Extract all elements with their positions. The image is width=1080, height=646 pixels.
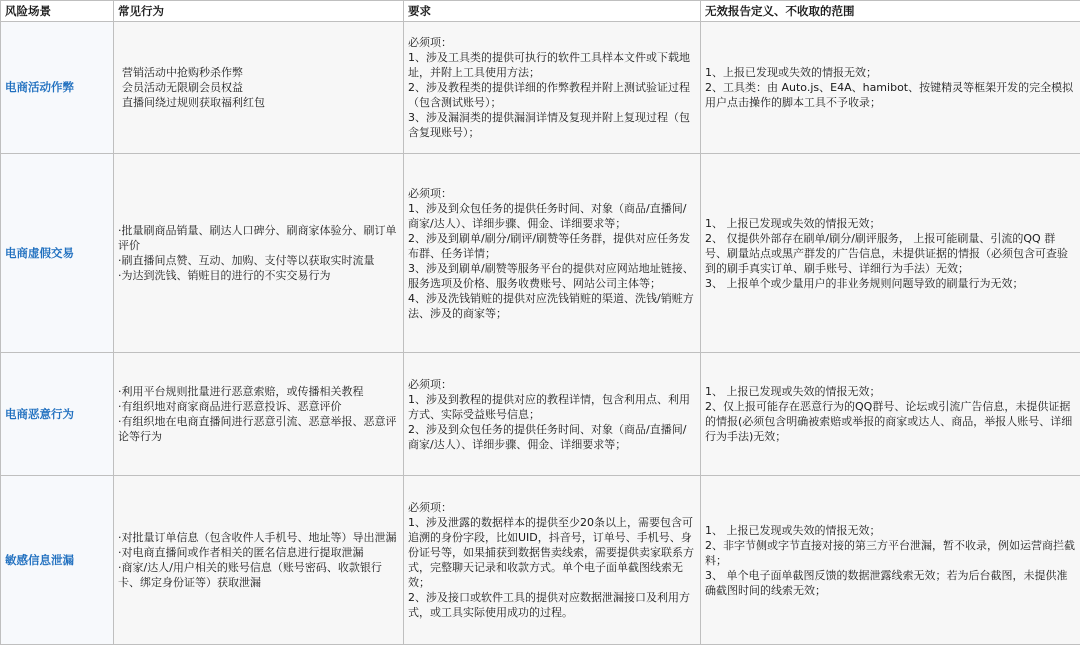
requirement-line: 必须项： xyxy=(408,377,452,391)
behavior-line: ·有组织地对商家商品进行恶意投诉、恶意评价 xyxy=(118,400,342,413)
invalid-line: 2、工具类：由 Auto.js、E4A、hamibot、按键精灵等框架开发的完全模拟用户点击操作的脚本工具不予收录； xyxy=(705,81,1074,109)
behavior-line: ·对电商直播间或作者相关的匿名信息进行提取泄漏 xyxy=(118,546,364,559)
invalid-line: 2、仅上报可能存在恶意行为的QQ群号、论坛或引流广告信息，未提供证据的情报(必须包含明确被索赔或举报的商家或达人、商品，举报人账号、详细行为手法)无效； xyxy=(705,400,1073,443)
header-requirement: 要求 xyxy=(404,1,701,22)
invalid-line: 1、 上报已发现或失效的情报无效； xyxy=(705,385,881,398)
invalid-line: 3、 单个电子面单截图反馈的数据泄露线索无效；若为后台截图，未提供准确截图时间的线索无效； xyxy=(705,568,1068,597)
requirement-line: 4、涉及洗钱销赃的提供对应洗钱销赃的渠道、洗钱/销赃方法、涉及的商家等； xyxy=(408,291,694,320)
requirement-line: 1、涉及到教程的提供对应的教程详情，包含利用点、利用方式、实际受益账号信息； xyxy=(408,392,690,421)
behavior-cell xyxy=(114,154,404,353)
header-behavior: 常见行为 xyxy=(114,1,404,22)
behavior-line: ·对批量订单信息（包含收件人手机号、地址等）导出泄漏 xyxy=(118,531,397,544)
behavior-cell xyxy=(114,476,404,645)
behavior-cell xyxy=(114,22,404,154)
behavior-cell xyxy=(114,353,404,476)
invalid-line: 1、 上报已发现或失效的情报无效； xyxy=(705,216,881,230)
header-scene: 风险场景 xyxy=(1,1,114,22)
table-row xyxy=(1,154,1080,353)
behavior-line: 直播间绕过规则获取福利红包 xyxy=(122,96,265,109)
header-invalid: 无效报告定义、不收取的范围 xyxy=(701,1,1080,22)
behavior-line: ·有组织地在电商直播间进行恶意引流、恶意举报、恶意评论等行为 xyxy=(118,415,397,443)
invalid-cell xyxy=(701,22,1080,154)
requirement-line: 必须项： xyxy=(408,36,452,49)
behavior-line: ·为达到洗钱、销赃目的进行的不实交易行为 xyxy=(118,269,331,282)
requirement-cell xyxy=(404,476,701,645)
scene-cell: 电商虚假交易 xyxy=(1,154,114,353)
table-row xyxy=(1,353,1080,476)
requirement-cell xyxy=(404,22,701,154)
scene-cell: 电商恶意行为 xyxy=(1,353,114,476)
invalid-line: 3、 上报单个或少量用户的非业务规则问题导致的刷量行为无效； xyxy=(705,276,1024,290)
table-row xyxy=(1,22,1080,154)
behavior-line: 会员活动无限刷会员权益 xyxy=(122,81,243,94)
behavior-line: ·利用平台规则批量进行恶意索赔，或传播相关教程 xyxy=(118,385,364,398)
requirement-line: 1、涉及到众包任务的提供任务时间、对象（商品/直播间/商家/达人）、详细步骤、佣金、详细要求等； xyxy=(408,201,687,230)
scene-cell: 电商活动作弊 xyxy=(1,22,114,154)
requirement-line: 必须项： xyxy=(408,501,452,514)
behavior-line: 营销活动中抢购秒杀作弊 xyxy=(122,66,243,79)
requirement-line: 3、涉及到刷单/刷赞等服务平台的提供对应网站地址链接、服务选项及价格、服务收费账号、网站公司主体等； xyxy=(408,261,694,290)
table-header xyxy=(1,1,1080,22)
requirement-line: 2、涉及到刷单/刷分/刷评/刷赞等任务群，提供对应任务发布群、任务详情； xyxy=(408,231,691,260)
requirement-line: 必须项： xyxy=(408,186,452,200)
requirement-cell xyxy=(404,353,701,476)
table-body xyxy=(1,22,1080,645)
invalid-cell xyxy=(701,476,1080,645)
behavior-line: ·批量刷商品销量、刷达人口碑分、刷商家体验分、刷订单评价 xyxy=(118,224,397,252)
invalid-cell xyxy=(701,154,1080,353)
invalid-line: 2、非字节侧或字节直接对接的第三方平台泄漏，暂不收录，例如运营商拦截料； xyxy=(705,538,1075,567)
requirement-line: 1、涉及泄露的数据样本的提供至少20条以上，需要包含可追溯的身份字段，比如UID，抖音号，订单号、手机号、身份证号等，如果捕获到数据售卖线索，需要提供卖家联系方式，完整聊天记录和收款方式。单个电子面单截图线索无效； xyxy=(408,516,694,589)
requirement-cell xyxy=(404,154,701,353)
requirement-line: 1、涉及工具类的提供可执行的软件工具样本文件或下载地址，并附上工具使用方法； xyxy=(408,51,690,79)
invalid-line: 1、上报已发现或失效的情报无效； xyxy=(705,66,877,79)
requirement-line: 2、涉及教程类的提供详细的作弊教程并附上测试验证过程（包含测试账号）； xyxy=(408,81,690,109)
requirement-line: 3、涉及漏洞类的提供漏洞详情及复现并附上复现过程（包含复现账号）； xyxy=(408,111,690,139)
scene-cell: 敏感信息泄漏 xyxy=(1,476,114,645)
requirement-line: 2、涉及接口或软件工具的提供对应数据泄漏接口及利用方式，或工具实际使用成功的过程。 xyxy=(408,591,690,619)
requirement-line: 2、涉及到众包任务的提供任务时间、对象（商品/直播间/商家/达人）、详细步骤、佣金、详细要求等； xyxy=(408,422,687,451)
invalid-line: 1、 上报已发现或失效的情报无效； xyxy=(705,523,881,537)
invalid-cell xyxy=(701,353,1080,476)
invalid-line: 2、 仅提供外部存在刷单/刷分/刷评服务， 上报可能刷量、引流的QQ 群号、刷量站点或黑产群发的广告信息，未提供证据的情报（必须包含可查验到的刷手真实订单、刷手账号、详细行为手法）无效； xyxy=(705,231,1068,275)
behavior-line: ·商家/达人/用户相关的账号信息（账号密码、收款银行卡、绑定身份证等）获取泄漏 xyxy=(118,561,382,589)
table-row xyxy=(1,476,1080,645)
behavior-line: ·刷直播间点赞、互动、加购、支付等以获取实时流量 xyxy=(118,254,375,267)
